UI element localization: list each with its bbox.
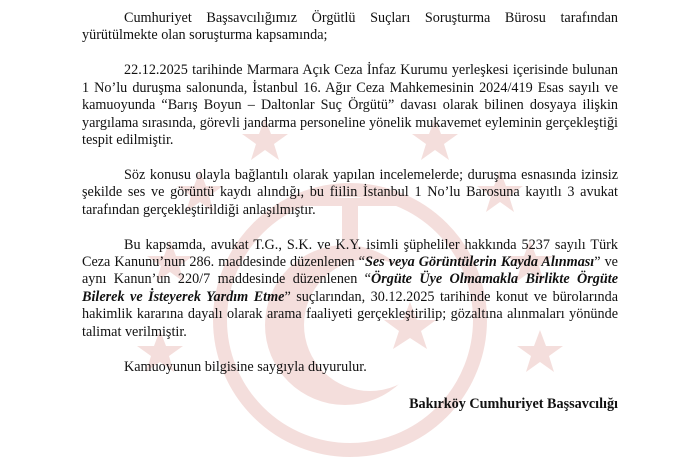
paragraph-closing: Kamuoyunun bilgisine saygıyla duyurulur. [124, 358, 367, 375]
charges-text-2: ” ve aynı Kanun’un 220/7 maddesinde düzenlenen “ [82, 253, 618, 288]
charges-text-1: Bu kapsamda, avukat T.G., S.K. ve K.Y. isimli şüpheliler hakkında 5237 sayılı Türk Ceza Kanunu’nun 286. maddesinde düzenlenen “ [82, 236, 618, 270]
paragraph-intro: Cumhuriyet Başsavcılığımız Örgütlü Suçları Soruşturma Bürosu tarafından yürütülmekte olan soruşturma kapsamında; [82, 10, 618, 44]
press-release [82, 10, 618, 413]
paragraph-charges [82, 237, 618, 341]
charge-name-1: Ses veya Görüntülerin Kayda Alınması [364, 253, 595, 270]
paragraph-investigation: Söz konusu olayla bağlantılı olarak yapılan incelemelerde; duruşma esnasında izinsiz şekilde ses ve görüntü kaydı alındığı, bu fiilin İstanbul 1 No’lu Barosuna kayıtlı 3 avukat tarafından gerçekleştirildiği anlaşılmıştır. [82, 166, 618, 218]
charges-text-3: ” suçlarından, 30.12.2025 tarihinde konut ve bürolarında hakimlik kararına dayalı olarak arama faaliyeti gerçekleştirilip; gözaltına alınmaları yönünde talimat verilmiştir. [82, 288, 618, 340]
signature: Bakırköy Cumhuriyet Başsavcılığı [409, 395, 618, 412]
paragraph-incident: 22.12.2025 tarihinde Marmara Açık Ceza İnfaz Kurumu yerleşkesi içerisinde bulunan 1 No’lu duruşma salonunda, İstanbul 16. Ağır Ceza Mahkemesinin 2024/419 Esas sayılı ve kamuoyunda “Barış Boyun – Daltonlar Suç Örgütü” davası olarak bilinen dosyaya ilişkin yargılama sırasında, görevli jandarma personeline yönelik mukavemet eyleminin gerçekleştiği tespit edilmiştir. [82, 62, 618, 148]
charge-name-2: Örgüte Üye Olmamakla Birlikte Örgüte Bilerek ve İsteyerek Yardım Etme [82, 271, 618, 305]
